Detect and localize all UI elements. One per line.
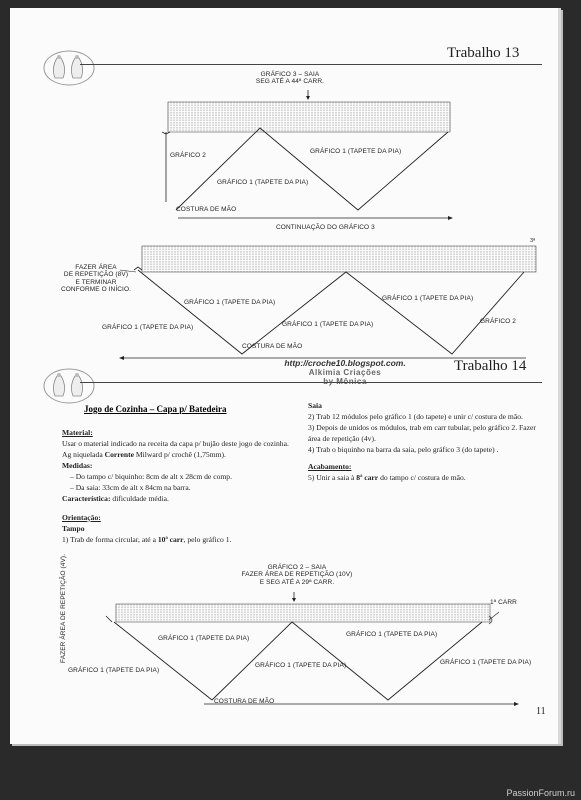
page-number: 11 xyxy=(536,706,546,717)
acabamento-label: Acabamento: xyxy=(308,462,352,471)
d1-top-label: GRÁFICO 3 – SAIA SEG ATÉ A 44ª CARR. xyxy=(255,71,325,86)
logo-jars-icon-2 xyxy=(43,364,95,404)
watermark-line1: Alkimia Criações xyxy=(308,368,382,377)
d2-top-label: CONTINUAÇÃO DO GRÁFICO 3 xyxy=(276,224,375,231)
d1-tapete-center-label: GRÁFICO 1 (TAPETE DA PIA) xyxy=(217,179,309,186)
logo-jars-icon xyxy=(43,46,95,86)
d3-tapete-c-label: GRÁFICO 1 (TAPETE DA PIA) xyxy=(68,667,160,674)
material-label: Material: xyxy=(62,428,93,437)
d1-stitch-band xyxy=(168,102,450,132)
d3-primeira-carr-label: 1ª CARR xyxy=(490,599,517,606)
d1-costura-label: COSTURA DE MÃO xyxy=(176,206,237,213)
d3-top-label: GRÁFICO 2 – SAIA FAZER ÁREA DE REPETIÇÃO (10V) E SEG ATÉ A 29ª CARR. xyxy=(241,564,353,586)
d2-tapete-c-label: GRÁFICO 1 (TAPETE DA PIA) xyxy=(102,324,194,331)
d2-grafico2-label: GRÁFICO 2 xyxy=(480,318,516,325)
header-rule-13 xyxy=(80,64,542,65)
diagram-2-graphic xyxy=(106,234,546,362)
d3-tapete-a-label: GRÁFICO 1 (TAPETE DA PIA) xyxy=(158,635,250,642)
d2-costura-label: COSTURA DE MÃO xyxy=(242,343,303,350)
t14-left-column xyxy=(62,427,292,545)
forum-footer: PassionForum.ru xyxy=(506,788,575,798)
tampo-step-1: 1) Trab de forma circular, até a 10ª carr, pelo gráfico 1. xyxy=(62,535,232,544)
d3-tapete-b-label: GRÁFICO 1 (TAPETE DA PIA) xyxy=(346,631,438,638)
saia-step-2: 2) Trab 12 módulos pelo gráfico 1 (do tapete) e unir c/ costura de mão. xyxy=(308,412,523,421)
material-text: Usar o material indicado na receita da capa p/ bujão deste jogo de cozinha. xyxy=(62,439,289,448)
d2-tapete-b-label: GRÁFICO 1 (TAPETE DA PIA) xyxy=(382,295,474,302)
watermark-url: http://croche10.blogspot.com. xyxy=(284,358,406,368)
acabamento-step-5: 5) Unir a saia à 8ª carr do tampo c/ costura de mão. xyxy=(308,473,466,482)
d3-costura-label: COSTURA DE MÃO xyxy=(214,698,275,705)
saia-label: Saia xyxy=(308,401,322,410)
medida-2: – Da saia: 33cm de alt x 84cm na barra. xyxy=(70,483,191,492)
diagram-3-graphic xyxy=(104,592,534,712)
d2-stitch-band xyxy=(142,246,536,272)
saia-step-4: 4) Trab o biquinho na barra da saia, pelo gráfico 3 (do tapete) . xyxy=(308,445,499,454)
agulha-text: Ag niquelada Corrente Milward p/ crochê (1,75mm). xyxy=(62,450,226,459)
d3-vertical-label: FAZER ÁREA DE REPETIÇÃO (4V). xyxy=(60,553,67,663)
d1-grafico2-label: GRÁFICO 2 xyxy=(170,152,206,159)
d2-repeat-label: FAZER ÁREA DE REPETIÇÃO (8V) E TERMINAR CONFORME O INÍCIO. xyxy=(60,264,132,294)
tampo-label: Tampo xyxy=(62,524,85,533)
header-rule-14 xyxy=(80,382,542,383)
d3-stitch-band xyxy=(116,604,490,622)
t14-heading: Jogo de Cozinha – Capa p/ Batedeira xyxy=(84,404,227,414)
d1-tapete-right-label: GRÁFICO 1 (TAPETE DA PIA) xyxy=(310,148,402,155)
orientacao-label: Orientação: xyxy=(62,513,101,522)
magazine-page xyxy=(10,8,561,744)
medidas-label: Medidas: xyxy=(62,461,93,470)
d3-tapete-e-label: GRÁFICO 1 (TAPETE DA PIA) xyxy=(440,659,532,666)
trabalho-14-title: Trabalho 14 xyxy=(454,358,527,374)
trabalho-13-title: Trabalho 13 xyxy=(447,45,520,61)
d2-corner-label: 3ª xyxy=(530,238,536,244)
d2-tapete-d-label: GRÁFICO 1 (TAPETE DA PIA) xyxy=(282,321,374,328)
saia-step-3: 3) Depois de unidos os módulos, trab em carr tubular, pelo gráfico 2. Fazer área de repetição (4v). xyxy=(308,423,536,443)
d2-tapete-a-label: GRÁFICO 1 (TAPETE DA PIA) xyxy=(184,299,276,306)
medida-1: – Do tampo c/ biquinho: 8cm de alt x 28cm de comp. xyxy=(70,472,232,481)
caracteristica: Característica: dificuldade média. xyxy=(62,494,169,503)
t14-right-column xyxy=(308,400,538,483)
d3-tapete-d-label: GRÁFICO 1 (TAPETE DA PIA) xyxy=(255,662,347,669)
